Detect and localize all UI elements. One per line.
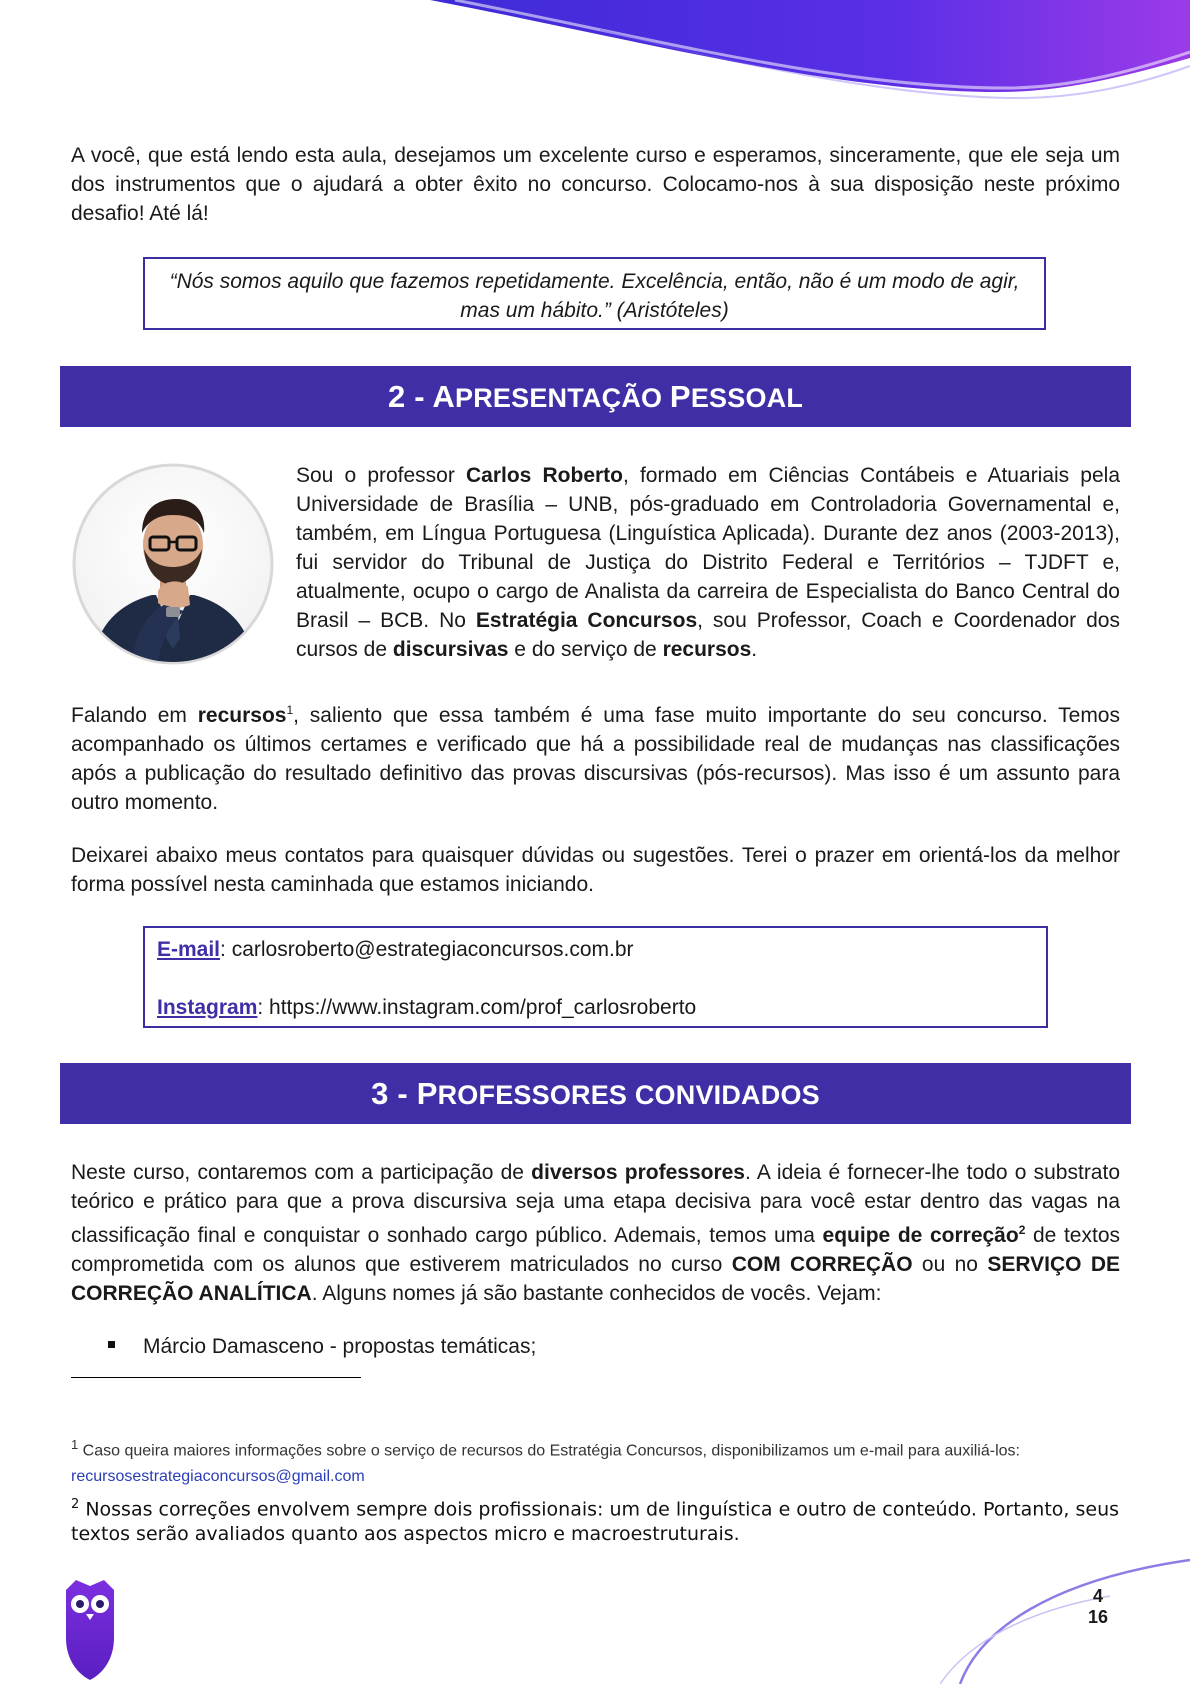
quote-line-2: mas um hábito.” (Aristóteles)	[460, 299, 729, 322]
list-item: Márcio Damasceno - propostas temáticas;	[108, 1332, 536, 1361]
section-3-initial: P	[416, 1076, 438, 1111]
bullet-square-icon	[108, 1341, 115, 1348]
email-line	[157, 938, 634, 962]
section-2-initial: A	[432, 379, 455, 414]
recursos-email-link[interactable]: recursosestrategiaconcursos@gmail.com	[71, 1468, 365, 1486]
contact-box	[143, 926, 1048, 1028]
section-2-word1: PRESENTAÇÃO	[455, 383, 670, 413]
footnote-1: $^1$ Caso queira maiores informações sobre o serviço de recursos do Estratégia Concursos, disponibilizamos um e-mail para auxiliá-los: recursosestrategiaconcursos@gmail.com	[71, 1437, 1020, 1486]
section-3-number: 3 -	[371, 1076, 417, 1111]
footnote-divider	[71, 1377, 361, 1378]
professor-photo	[72, 463, 274, 665]
contacts-intro-paragraph: Deixarei abaixo meus contatos para quaisquer dúvidas ou sugestões. Terei o prazer em orientá-los da melhor forma possível nesta caminhada que estamos iniciando.	[71, 844, 1120, 896]
professor-name: Carlos Roberto	[466, 464, 623, 487]
email-label[interactable]: E-mail	[157, 938, 221, 961]
company-name: Estratégia Concursos	[475, 609, 698, 632]
section-3-heading	[60, 1063, 1131, 1124]
page-current: 4	[1092, 1586, 1103, 1606]
footnote-ref-2[interactable]: 2	[1018, 1223, 1026, 1237]
intro-paragraph: A você, que está lendo esta aula, desejamos um excelente curso e esperamos, sinceramente, que ele seja um dos instrumentos que o ajudará a obter êxito no concurso. Colocamo-nos à sua disposição neste próximo desafio! Até lá!	[71, 144, 1120, 225]
instagram-value[interactable]: : https://www.instagram.com/prof_carlosroberto	[257, 996, 697, 1019]
instagram-line	[157, 996, 696, 1020]
page-total: 16	[1087, 1607, 1108, 1627]
owl-logo-icon	[62, 1576, 118, 1680]
footnote-2: $^2$ Nossas correções envolvem sempre dois profissionais: um de linguística e outro de conteúdo. Portanto, seus textos serão avaliados quanto aos aspectos micro e macroestruturais.	[71, 1497, 1120, 1546]
section-2-initial2: P	[669, 379, 691, 414]
section-2-word2: ESSOAL	[690, 383, 804, 413]
quote-box	[143, 257, 1046, 330]
page-number	[1088, 1586, 1108, 1628]
instagram-label[interactable]: Instagram	[157, 996, 258, 1019]
section-2-heading	[60, 366, 1131, 427]
quote-line-1: “Nós somos aquilo que fazemos repetidamente. Excelência, então, não é um modo de agir,	[169, 270, 1020, 293]
section-2-number: 2 -	[387, 379, 433, 414]
header-wave-decoration	[0, 0, 1190, 110]
recursos-paragraph: Falando em recursos$^1$, saliento que essa também é uma fase muito importante do seu concurso. Temos acompanhado os últimos certames e verificado que há a possibilidade real de mudanças nas classificações após a publicação do resultado definitivo das provas discursivas (pós-recursos). Mas isso é um assunto para outro momento.	[71, 703, 1120, 814]
section-3-word: ROFESSORES CONVIDADOS	[437, 1080, 820, 1110]
bio-paragraph: Sou o professor Carlos Roberto, formado em Ciências Contábeis e Atuariais pela Universidade de Brasília – UNB, pós-graduado em Controladoria Governamental e, também, em Língua Portuguesa (Linguística Aplicada). Durante dez anos (2003-2013), fui servidor do Tribunal de Justiça do Distrito Federal e Territórios – TJDFT e, atualmente, ocupo o cargo de Analista da carreira de Especialista do Banco Central do Brasil – BCB. No Estratégia Concursos, sou Professor, Coach e Coordenador dos cursos de discursivas e do serviço de recursos.	[296, 464, 1121, 661]
footer-swoosh-decoration	[940, 1540, 1190, 1684]
guest-professors-paragraph: Neste curso, contaremos com a participação de diversos professores. A ideia é fornecer-lhe todo o substrato teórico e prático para que a prova discursiva seja uma etapa decisiva para você estar dentro das vagas na classificação final e conquistar o sonhado cargo público. Ademais, temos uma equipe de correção$^2$ de textos comprometida com os alunos que estiverem matriculados no curso COM CORREÇÃO ou no SERVIÇO DE CORREÇÃO ANALÍTICA. Alguns nomes já são bastante conhecidos de vocês. Vejam:	[71, 1161, 1121, 1305]
footnote-ref-1[interactable]: 1	[286, 703, 294, 717]
email-value[interactable]: : carlosroberto@estrategiaconcursos.com.br	[220, 938, 634, 961]
